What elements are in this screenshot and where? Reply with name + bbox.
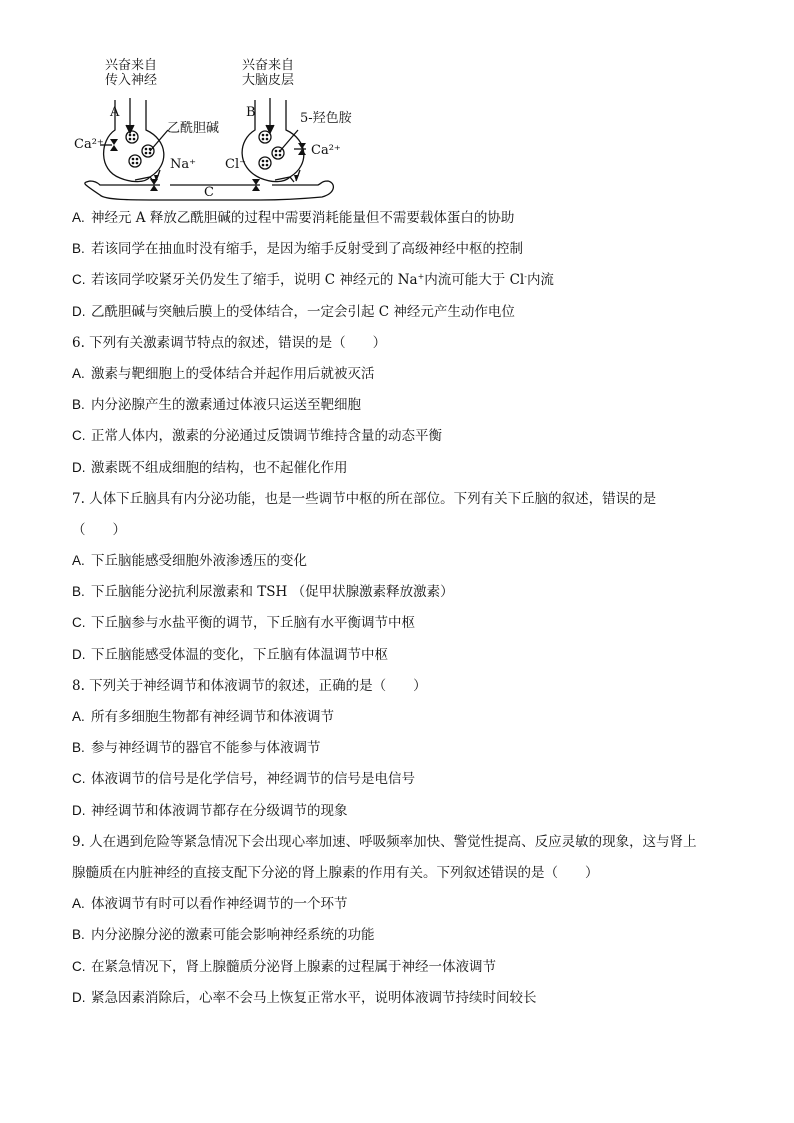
label-neuron-a: A (110, 105, 120, 120)
option-text: 内分泌腺分泌的激素可能会影响神经系统的功能 (91, 927, 375, 944)
q6-option-c[interactable] (72, 427, 732, 458)
cl-superscript: - (524, 272, 527, 282)
option-label: B. (72, 927, 85, 943)
option-label: A. (72, 365, 85, 381)
label-from-afferent (105, 58, 157, 88)
option-text: 神经元 A 释放乙酰胆碱的过程中需要消耗能量但不需要载体蛋白的协助 (91, 210, 515, 226)
option-text-post: 内流 (526, 272, 554, 289)
q9-option-c[interactable] (72, 958, 732, 989)
label-neuron-c: C (204, 185, 214, 200)
option-label: D. (72, 459, 86, 475)
option-label: B. (72, 241, 85, 257)
label-na-ion: Na⁺ (170, 157, 196, 172)
q6-stem: 6. 下列有关激素调节特点的叙述，错误的是（ ） (72, 334, 387, 351)
q5-option-c[interactable] (72, 271, 732, 302)
option-label: C. (72, 428, 86, 444)
synapse-diagram (60, 55, 390, 210)
option-text (91, 271, 554, 289)
q8-stem: 8. 下列关于神经调节和体液调节的叙述，正确的是（ ） (72, 677, 427, 694)
option-text: 参与神经调节的器官不能参与体液调节 (91, 740, 321, 757)
label-cortex-line1: 兴奋来自 (242, 58, 295, 73)
option-text-mid: 内流可能大于 Cl (424, 272, 525, 289)
label-ca-right: Ca²⁺ (311, 143, 341, 158)
option-text: 激素既不组成细胞的结构，也不起催化作用 (91, 459, 348, 476)
option-text: 紧急因素消除后，心率不会马上恢复正常水平，说明体液调节持续时间较长 (91, 989, 537, 1006)
q7-stem: 7. 人体下丘脑具有内分泌功能，也是一些调节中枢的所在部位。下列有关下丘脑的叙述，错误的是 (72, 490, 657, 507)
q9-option-b[interactable] (72, 926, 732, 957)
q9-option-d[interactable] (72, 989, 732, 1020)
option-label: C. (72, 615, 86, 631)
q5-option-a[interactable] (72, 209, 732, 240)
option-text: 内分泌腺产生的激素通过体液只运送至靶细胞 (91, 397, 361, 414)
q5-option-b[interactable] (72, 240, 732, 271)
label-neuron-b: B (246, 105, 256, 120)
option-text: 正常人体内，激素的分泌通过反馈调节维持含量的动态平衡 (91, 428, 442, 445)
option-text: 所有多细胞生物都有神经调节和体液调节 (91, 709, 334, 725)
option-text: 在紧急情况下，肾上腺髓质分泌肾上腺素的过程属于神经一体液调节 (91, 958, 496, 975)
q9-stem-cont: 腺髓质在内脏神经的直接支配下分泌的肾上腺素的作用有关。下列叙述错误的是（ ） (72, 864, 599, 881)
option-label: D. (72, 303, 86, 319)
q9-stem: 9. 人在遇到危险等紧急情况下会出现心率加速、呼吸频率加快、警觉性提高、反应灵敏的现象，这与肾上 (72, 833, 697, 850)
option-label: D. (72, 989, 86, 1005)
label-afferent-line2: 传入神经 (105, 73, 158, 88)
label-afferent-line1: 兴奋来自 (105, 58, 158, 73)
option-text-pre: 若该同学咬紧牙关仍发生了缩手，说明 C 神经元的 Na (91, 272, 418, 289)
option-text: 若该同学在抽血时没有缩手，是因为缩手反射受到了高级神经中枢的控制 (91, 241, 523, 258)
label-acetylcholine: 乙酰胆碱 (167, 121, 220, 136)
option-text: 神经调节和体液调节都存在分级调节的现象 (91, 802, 348, 819)
option-label: B. (72, 397, 85, 413)
option-text: 体液调节有时可以看作神经调节的一个环节 (91, 896, 348, 913)
option-label: A. (72, 709, 85, 724)
option-text: 乙酰胆碱与突触后膜上的受体结合，一定会引起 C 神经元产生动作电位 (91, 303, 515, 320)
option-text: 下丘脑能感受细胞外液渗透压的变化 (91, 553, 307, 570)
q8-option-a[interactable] (72, 708, 732, 739)
q8-option-c[interactable] (72, 770, 732, 801)
q6-option-d[interactable] (72, 459, 732, 490)
q7-option-a[interactable] (72, 552, 732, 583)
option-label: B. (72, 584, 85, 600)
q9-option-a[interactable] (72, 895, 732, 926)
q7-stem-cont: （ ） (72, 521, 126, 538)
option-label: C. (72, 272, 86, 288)
option-label: A. (72, 553, 85, 569)
label-cortex-line2: 大脑皮层 (242, 73, 295, 88)
option-text: 体液调节的信号是化学信号，神经调节的信号是电信号 (91, 771, 415, 788)
q7-option-d[interactable] (72, 646, 732, 677)
option-label: D. (72, 646, 86, 662)
label-from-cortex (242, 58, 294, 88)
option-text: 下丘脑能感受体温的变化，下丘脑有体温调节中枢 (91, 646, 388, 663)
option-text: 激素与靶细胞上的受体结合并起作用后就被灭活 (91, 365, 375, 382)
q5-option-d[interactable] (72, 303, 732, 334)
q6-option-a[interactable] (72, 365, 732, 396)
q7-option-c[interactable] (72, 614, 732, 645)
option-text: 下丘脑参与水盐平衡的调节，下丘脑有水平衡调节中枢 (91, 615, 415, 632)
label-cl-ion: Cl⁻ (225, 157, 246, 172)
option-label: B. (72, 740, 85, 756)
label-serotonin: 5-羟色胺 (300, 111, 352, 126)
option-label: D. (72, 802, 86, 818)
question-content (72, 209, 732, 1020)
q7-option-b[interactable] (72, 583, 732, 614)
option-label: A. (72, 210, 85, 225)
q8-option-b[interactable] (72, 739, 732, 770)
option-text: 下丘脑能分泌抗利尿激素和 TSH （促甲状腺激素释放激素） (91, 584, 454, 601)
label-ca-left: Ca²⁺ (74, 137, 104, 152)
q6-option-b[interactable] (72, 396, 732, 427)
option-label: C. (72, 771, 86, 787)
leader-serotonin (280, 130, 298, 151)
q8-option-d[interactable] (72, 802, 732, 833)
option-label: A. (72, 896, 85, 912)
na-superscript: + (417, 272, 425, 282)
option-label: C. (72, 958, 86, 974)
